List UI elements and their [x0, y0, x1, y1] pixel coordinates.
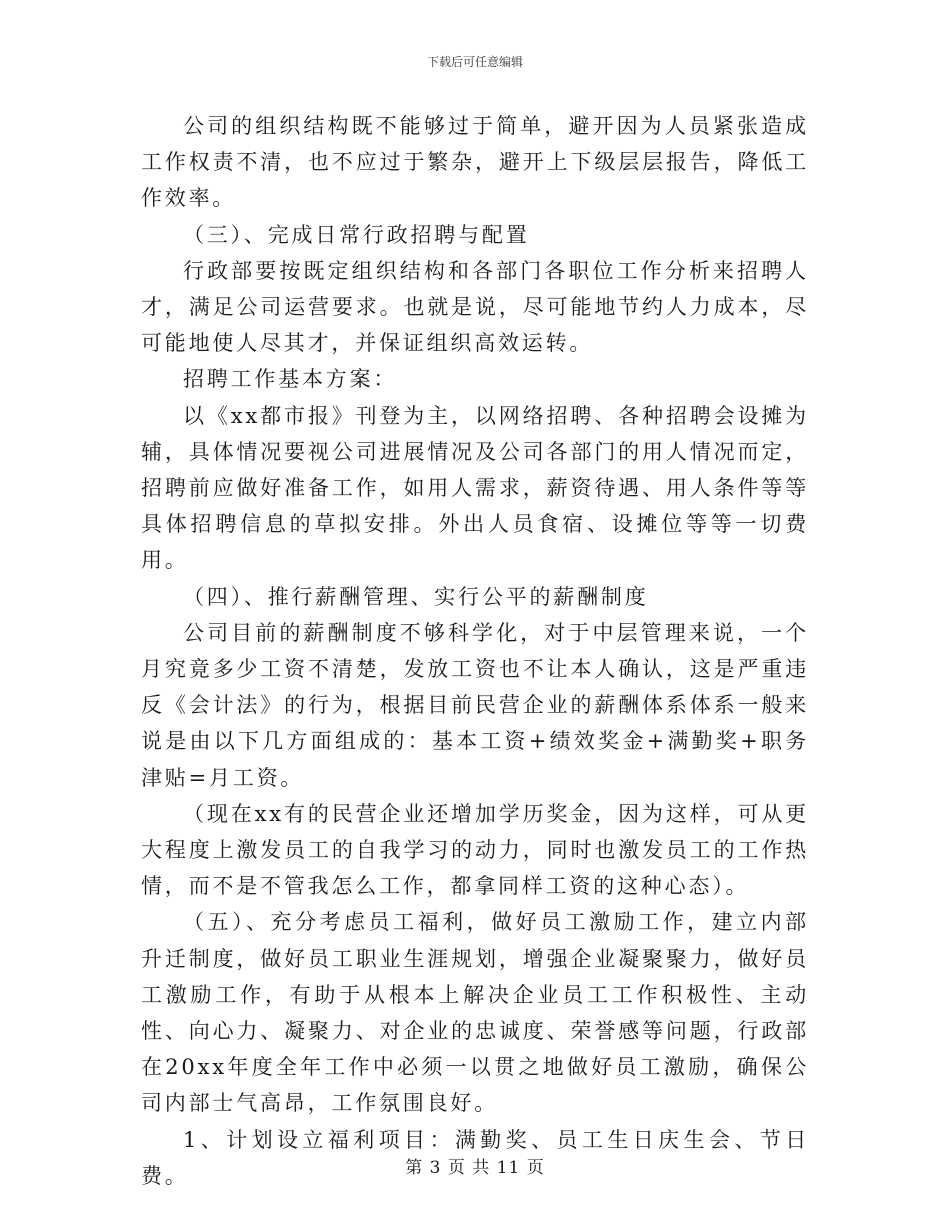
page-header-note: 下载后可任意编辑 — [426, 55, 523, 69]
paragraph-education-bonus: （现在xx有的民营企业还增加学历奖金，因为这样，可从更大程度上激发员工的自我学习的动力，同时也激发员工的工作热情，而不是不管我怎么工作，都拿同样工资的这种心态）。 — [141, 801, 809, 899]
paragraph-org-structure: 公司的组织结构既不能够过于简单，避开因为人员紧张造成工作权责不清，也不应过于繁杂，避开上下级层层报告，降低工作效率。 — [141, 114, 809, 211]
section-heading-recruitment: （三）、完成日常行政招聘与配置 — [183, 222, 530, 247]
section-heading-welfare: （五）、充分考虑员工福利，做好员工激励工作，建立内部升迁制度，做好员工职业生涯规划，增强企业凝聚聚力，做好员工激励工作，有助于从根本上解决企业员工工作积极性、主动性、向心力、凝聚力、对企业的忠诚度、荣誉感等问题，行政部在20xx年度全年工作中必须一以贯之地做好员工激励，确保公司内部士气高昂，工作氛围良好。 — [141, 910, 809, 1116]
paragraph-recruitment-plan-title: 招聘工作基本方案： — [183, 367, 398, 392]
paragraph-compensation-current: 公司目前的薪酬制度不够科学化，对于中层管理来说，一个月究竟多少工资不清楚，发放工资也不让本人确认，这是严重违反《会计法》的行为，根据目前民营企业的薪酬体系体系一般来说是由以下几方面组成的：基本工资+绩效奖金+满勤奖+职务津贴=月工资。 — [141, 620, 809, 790]
paragraph-welfare-items: 1、计划设立福利项目：满勤奖、员工生日庆生会、节日费。 — [141, 1127, 809, 1188]
paragraph-recruitment-plan: 以《xx都市报》刊登为主，以网络招聘、各种招聘会设摊为辅，具体情况要视公司进展情况及公司各部门的用人情况而定，招聘前应做好准备工作，如用人需求，薪资待遇、用人条件等等具体招聘信息的草拟安排。外出人员食宿、设摊位等等一切费用。 — [141, 403, 809, 573]
paragraph-recruitment-purpose: 行政部要按既定组织结构和各部门各职位工作分析来招聘人才，满足公司运营要求。也就是说，尽可能地节约人力成本，尽可能地使人尽其才，并保证组织高效运转。 — [141, 258, 809, 356]
page-number-footer: 第 3 页 共 11 页 — [405, 1158, 545, 1178]
document-body — [141, 108, 809, 1194]
section-heading-compensation: （四）、推行薪酬管理、实行公平的薪酬制度 — [183, 584, 649, 609]
